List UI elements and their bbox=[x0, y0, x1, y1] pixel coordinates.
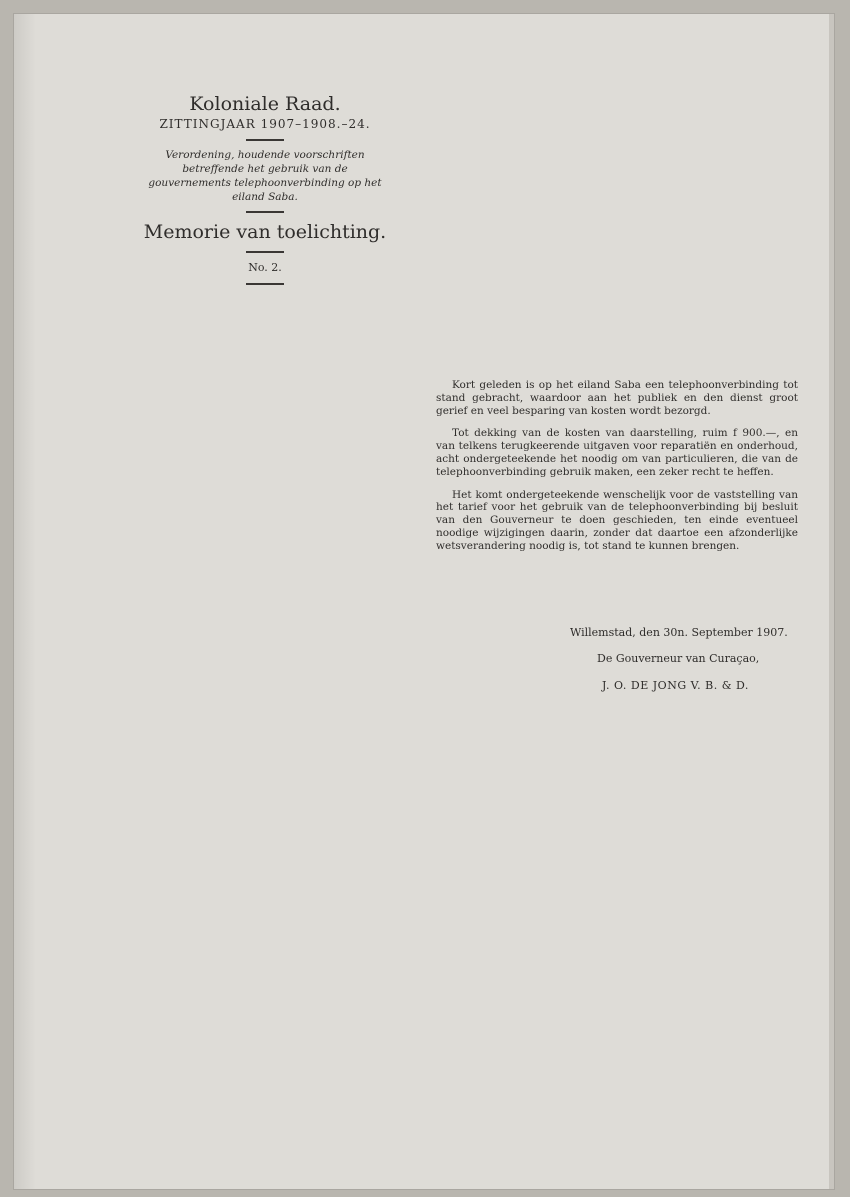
signatory-role: De Gouverneur van Curaçao, bbox=[597, 652, 760, 665]
page-edge bbox=[829, 14, 834, 1189]
session-year: ZITTINGJAAR 1907–1908.–24. bbox=[159, 117, 371, 131]
paragraph: Kort geleden is op het eiland Saba een telephoonverbinding tot stand gebracht, waardoor aan het publiek en den dienst groot gerief en veel besparing van kosten wordt bezorgd. bbox=[436, 379, 798, 417]
page-spine-shadow bbox=[14, 14, 36, 1189]
explanatory-text bbox=[436, 379, 798, 563]
place-date: Willemstad, den 30n. September 1907. bbox=[570, 626, 788, 639]
document-number: No. 2. bbox=[248, 261, 282, 274]
document-page bbox=[14, 14, 834, 1189]
paragraph: Tot dekking van de kosten van daarstelling, ruim f 900.—, en van telkens terugkeerende uitgaven voor reparatiën en onderhoud, acht ondergeteekende het noodig om van particulieren, die van de telephoonverbinding gebruik maken, een zeker recht te heffen. bbox=[436, 427, 798, 478]
heading-divider bbox=[246, 139, 284, 141]
heading-divider bbox=[246, 211, 284, 213]
council-title: Koloniale Raad. bbox=[189, 93, 341, 115]
document-heading bbox=[140, 92, 390, 292]
heading-divider bbox=[246, 251, 284, 253]
ordinance-subject: Verordening, houdende voorschriften betreffende het gebruik van de gouvernements telephoonverbinding op het eiland Saba. bbox=[148, 149, 382, 203]
paragraph: Het komt ondergeteekende wenschelijk voor de vaststelling van het tarief voor het gebruik van de telephoonverbinding bij besluit van den Gouverneur te doen geschieden, ten einde eventueel noodige wijzigingen daarin, zonder dat daartoe een afzonderlijke wetsverandering noodig is, tot stand te kunnen brengen. bbox=[436, 488, 798, 552]
document-type: Memorie van toelichting. bbox=[143, 221, 387, 243]
heading-divider bbox=[246, 283, 284, 285]
signatory-name: J. O. DE JONG V. B. & D. bbox=[602, 679, 749, 692]
